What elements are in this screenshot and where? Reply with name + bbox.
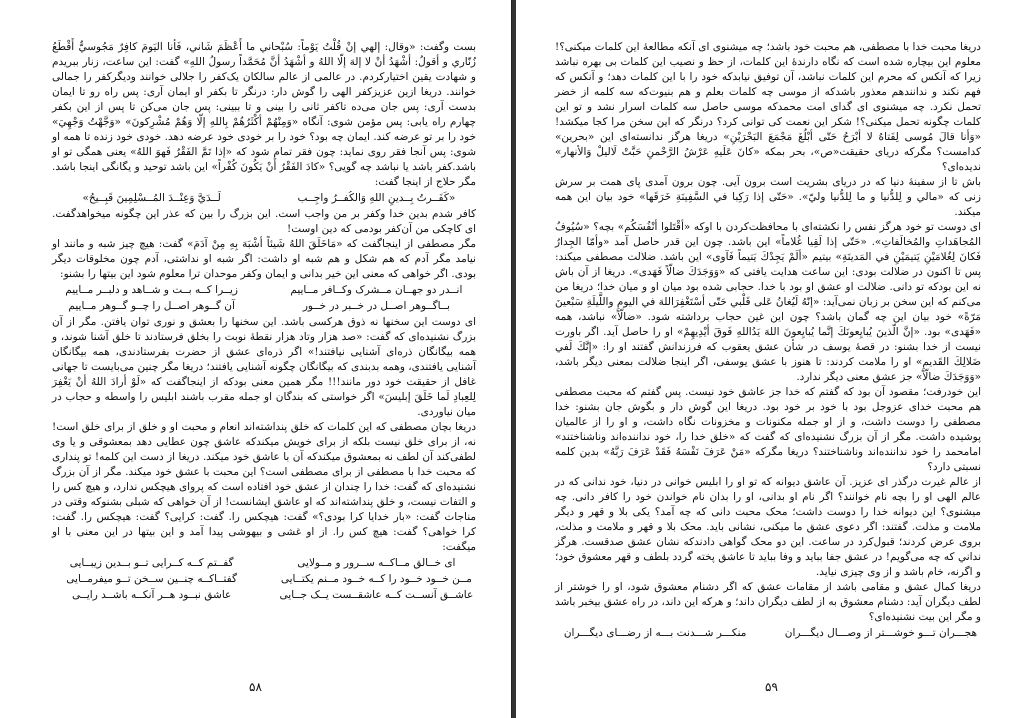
paragraph: دریغا محبت خدا با مصطفی، هم محبت خود باشد؛ چه میشنوی ای آنکه مطالعهٔ این کلمات میکنی؟! معلوم این بیچاره شده است که نگاه دارندهٔ این کلمات، از حظ و نصیب این کلمات بی بهره نباشد زیرا که آنکس که محرم این کلمات نباشد، آن توفیق نیابدکه خود را با این کلمات دهد؛ و آنکس که فهم نکند و ندانندهم معذور باشدکه از موسی چه کلمات بعلم و هم بنیوت‌که سه کلمه از خضر تحمل نکرد. چه میشنوی ای گدای امت محمدکه موسی حاصل سه کلمات اسرار نشد و تو این کلمات چگونه تحمل میکنی؟! شکر این نعمت کی توانی کرد؟ درنگر که این سخن مرا کجا میکشد! «وَأنا قالَ مُوسى لِفَتاهُ لا أبْرَحُ حَتّى أبْلُغَ مَجْمَعَ البَحْرَيْنِ» دریغا هرگز ندانسته‌ای این «بحرین» کدامست؟ مگرکه دریای حقیقت«ص»، بحر بمکه «كانَ عَلَيهِ عَرْشُ الرَّحْمنِ حَبَّتْ لَاليلْ وَالأنهار» ندیده‌ای؟: [555, 41, 981, 173]
hemistich: منکـــر شـــدنت بـــه از رضـــای دیگـــران: [563, 627, 747, 639]
hemistich: هجـــران تـــو خوشـــتر از وصـــال دیگـــران: [784, 627, 977, 639]
paragraph: دریغا کمال عشق و مقامی باشد از مقامات عشق که اگر دشنام معشوق شود، او را خوشتر از لطف دیگران آید: دشنام معشوق به از لطف دیگران داند؛ و هرکه این داند، در راه عشق بیخبر باشد و مگر این بیت نشنیده‌ای؟: [554, 581, 981, 623]
book-gutter: [512, 0, 516, 718]
hemistich: گفتــاکــه چنــین ســخن تــو میفرمــایی: [66, 573, 237, 585]
page-number: ۵۸: [249, 680, 262, 694]
page-58-text: [52, 40, 476, 604]
hemistich: انــدر دو جهــان مــشرک وکــافر مــاییم: [290, 284, 463, 296]
paragraph: این خودرفت؛ مقصود آن بود که گفتم که خدا جز عاشق خود نیست. پس گفتم که محبت مصطفی هم محبت خدای عزوجل بود با خود بر خود بود. دریغا این گوش دار و بگوش جان بشنو: خدا مصطفی را دوست داشت، و از او جمله مکنونات و مخزونات نگاه داشت، و او را از عالمیان پوشیده داشت. مگر از آن بزرگ نشنیده‌ای که گفت که «خلق خدا را، خود نداننده‌اند وناشناختند» امامحمد را خود نداننده‌اند وناشناختند؟ دریغا مگرکه «مَنْ عَرَفَ نَفْسَهُ فَقَدْ عَرَفَ رَبَّهُ» بدین کلمه نسبتی دارد؟: [555, 386, 981, 473]
hemistich: عاشق نبــود هــر آنکــه باشــد رایــی: [71, 589, 232, 601]
paragraph: کافر شدم بدین خدا وکفر بر من واجب است. این بزرگ را بین که عذر این چگونه میخواهدگفت. ای کاچکی من آن‌کفر بودمی که دین اوست!: [52, 208, 476, 235]
hemistich: آن گــوهر اصــل را چــو گــوهر مــاییم: [68, 300, 235, 312]
page-number: ۵۹: [765, 680, 778, 694]
paragraph: بست وگفت: «وقال: إلهي إنْ قُلْتُ يَوْماً: سُبْحاني ما أَعْظَمَ شَاني، فَأنا اليَومَ كافِرٌ مَجُوسيٌّ أَقْطَعُ زُنّاري و أقولُ: أشْهَدُ أنْ لا إلهَ إلّا اللهُ و أشْهَدُ أنَّ مُحَمَّداً رسولُ اللهِ» گفت: این ساعت، زنار ببریدم و شهادت یقین اختیارکردم. در عالمی از عالم سالکان یک‌کفر را جلالی خوانند ودیگرکفر را جمالی خوانند. دریغا ازین عزیزکفر الهی را گوش دار: درنگر تا بکفر او ایمان آری: پس راه رو تا ایمان بدست آری: پس جان می‌ده تاکفر ثانی را بینی و تا ببینی: پس جان می‌کن تا پس از این بکفر چهارم راه یابی: پس مؤمن شوی: آنگاه «وَمِنْهُمْ أكْثَرُهُمْ بِاللهِ إلّا وَهُمْ مُشْرِكونَ» «وَجَّهْتُ وَجْهِيَ» خود را بر تو عرضه کند. ایمان چه بود؟ خود را بر خودی خود عرضه دهد. خودی خود زنده تا همه او شوی: پس آنجا فقر روی نماید: چون فقر تمام شود که «إذا تَمَّ الفَقْرُ فَهوَ اللهُ» یعنی همگی تو او باشد.کفر باشد یا نباشد چه گویی؟ «كادَ الفَقْرُ أَنْ يَكُونَ كُفْراً» این باشد توحید و یگانگی اینجا باشد. مگر حلاج از اینجا گفت:: [52, 41, 476, 188]
paragraph: دریغا بچان مصطفی که این کلمات که خلق پنداشته‌اند انعام و محبت او و خلق از برای خلق است! نه، از برای خلق نیست بلکه از برای خویش میکندکه عاشق چون عطایی دهد بمعشوقی و یا وی لطفی‌کند آن لطف نه بمعشوق میکندکه آن با عاشق خود میکند. دریغا از دست این کلمه! تو پنداری که محبت خدا با مصطفی از برای مصطفی است؟ این محبت با عشق خود میکند. مگر از آن بزرگ نشنیده‌ای که گفت: خدا را چندان از عشق خود افتاده است که پروای هیچکس ندارد، و هیچ کس را و التفات نیست، و خلق پنداشته‌اند که او عاشق ایشانست! از آن خواهی که شبلی بشنوکه وقتی در مناجات گفت: «بار خدایا کرا بودی؟» گفت: هیچکس را. گفت: کرایی؟ گفت: هیچکس را. گفت: کرا خواهی؟ گفت: هیچ کس را. از او غشی و بیهوشی پیدا آمد و این بیتها در این معنی با او میگفت:: [52, 421, 476, 553]
hemistich: «كَفَــرتُ بِــدينِ اللهِ وَالكُفــرُ واجِــب: [297, 192, 456, 204]
verse-line: [52, 556, 476, 571]
hemistich: مــن خــود خــود را کــه خــود مــنم یکتــایی: [280, 573, 472, 585]
hemistich: زیــرا کــه بــت و شــاهد و دلبــر مــاییم: [65, 284, 239, 296]
paragraph: باش تا از سفینهٔ دنیا که در دریای بشریت است برون آیی. چون برون آمدی پای همت بر سرش زنی که «مالي و لِلدُّنيا و ما لِلدُّنيا وليّ». «حَتّى إذا رَكِبا في السَّفِينَةِ خَرَقَها» خود بیان این همه میکند.: [555, 176, 981, 218]
paragraph: از عالم غیرت درگذر ای عزیز. آن عاشق دیوانه که تو او را ابلیس خوانی در دنیا، خود ندانی که در عالم الهی او را بچه نام خوانند؟ اگر نام او بدانی، او را بدان نام خواندن خود را کافر دانی. چه میشنوی؟ این دیوانه خدا را دوست داشت؛ محک محبت دانی که چه آمد؟ یکی بلا و قهر و دیگر ملامت و مذلت. گفتند: اگر دعوی عشق ما میکنی، نشانی باید. محک بلا و قهر و ملامت و مذلت، بروی عرض کردند؛ قبول‌کرد در ساعت. این دو محک گواهی دادندکه نشان عشق صدقست. هرگز نداني که چه می‌گویم! در عشق جفا بباید و وفا بباید تا عاشق پخته گردد بلطف و قهر معشوق خود؛ و اگرنه، خام باشد و از وی چیزی نیاید.: [555, 476, 981, 578]
paragraph: ای دوست این سخنها نه ذوق هرکسی باشد. این سخنها را بعشق و نوری توان یافتن. مگر از آن بزرگ نشنیده‌ای که گفت: «صد هزار وتاد هزار نقطهٔ نوبت را بخلق فرستادند تا خلق آشنا شوند، و همه بیگانگان ذره‌ای آشنایی نیافتند!» اگر ذره‌ای عشق از حضرت بفرستادندی، همه بیگانگان آشنایی یافتندی، وهمه بدبندی‌ که بیگانگان چگونه آشنایی یافتند؛ دریغا مگر چنین می‌بایست تا جهانی غافل از حقیقت خود دور مانند!!! مگر همین معنی بودکه از اینجاگفت که «لَوْ أرادَ اللهُ أنْ يَغْفِرَ لِلعِبادِ لَما خَلَقَ إبليسَ» اگر خواستی که بندگان او جمله مقرب باشند ابلیس را واسطه و حجاب در میان نیاوردی.: [52, 316, 476, 418]
verse-line: [555, 626, 981, 641]
verse-line: [52, 299, 476, 314]
hemistich: گفــتم کــه کــرایی تــو بــدین زیبــایی: [69, 557, 234, 569]
verse-line: [52, 283, 476, 298]
verse-line: [52, 588, 476, 603]
hemistich: عاشــق آنســت کــه عاشقــست یــک جــایی: [279, 589, 474, 601]
page-58: [0, 0, 513, 718]
verse-line: [52, 191, 476, 206]
page-59: [515, 0, 1028, 718]
hemistich: بــاگــوهر اصــل در خــبر در خــور: [302, 300, 450, 312]
hemistich: لَــدَيَّ وَعِنْــدَ المُــسْلِمِينَ قَبِــيحُ»: [82, 192, 221, 204]
paragraph: ای دوست تو خود هرگز نفس را نکشته‌ای با محافظت‌کردن با اوکه «أقْتَلوا أنْفُسَكُم» بچه؟ «سُيُوفُ المُجاهَداتِ والمُخالَفاتِ». «حَتّى إذا لَقِيا غُلاماً» این باشد. چون این قدر حاصل آمد «وأمّا الجِدارُ فَكانَ لِغُلامَيْنِ يَتيمَيْنِ في المَدينَةِ» بیتیم «ألَمْ يَجِدْكَ يَتيماً فَآوى» این باشد. ضلالت مصطفی میکند: پس تا اکنون در ضلالت بودی: این ساعت هدایت یافتی که «وَوَجَدَكَ ضالّاً فَهَدى». دریغا از آن باش نه این بودکه تو دانی. ضلالت او عشق او بود با خدا. حجابی شده بود میان او و میان خدا؛ دریغا من می‌کنم که این سخن بر زبان نمی‌آید: «إنّهُ لَيُغانُ عَلى قَلْبي حَتّى أسْتَغْفِرَاللهَ في اليومِ واللَّيلَةِ سَبْعينَ مَرّةً» خود بیان این چه گمان باشد؟ چون این غین حجاب برداشته شود. «ضالّاً» نباشد، همه «فَهَدى» بود. «إنَّ الّذينَ يُبايِعونَكَ إنَّما يُبايِعونَ اللهَ يَدُاللهِ فَوقَ أيْدِيهِمْ» او را حاصل آید. اگر باورت نیست از خدا بشنو: در قصهٔ یوسف در شأن عشق یعقوب که فرزندانش گفتند او را: «إنَّكَ لَفي ضَلالِكَ القَديمِ» او را ملامت کردند: تا هنوز با عشق یوسفی، اگر اینجا ضلالت بمعنی دیگر باشد، «وَوَجَدَكَ ضالّاً» جز عشق معنی دیگر ندارد.: [555, 221, 981, 383]
paragraph: مگر مصطفی از اینجاگفت که «مَاخَلَقَ اللهُ شَيئاً أشْبَهَ بِهِ مِنْ آدَمَ» گفت: هیچ چیز شبه و مانند او نیامد مگر آدم که هم شکل و هم شبه او داشت: اگر شبه او نداشتی، آدم چون مخلوقات دیگر بودی. اگر خواهی که معنی این خیر بدانی و ایمان وکفر موحدان ترا معلوم شود این بیتها را بشنو:: [52, 238, 476, 280]
verse-line: [52, 572, 476, 587]
page-59-text: [555, 40, 981, 642]
hemistich: ای خــالق مــاکــه ســرور و مــولایی: [297, 557, 456, 569]
